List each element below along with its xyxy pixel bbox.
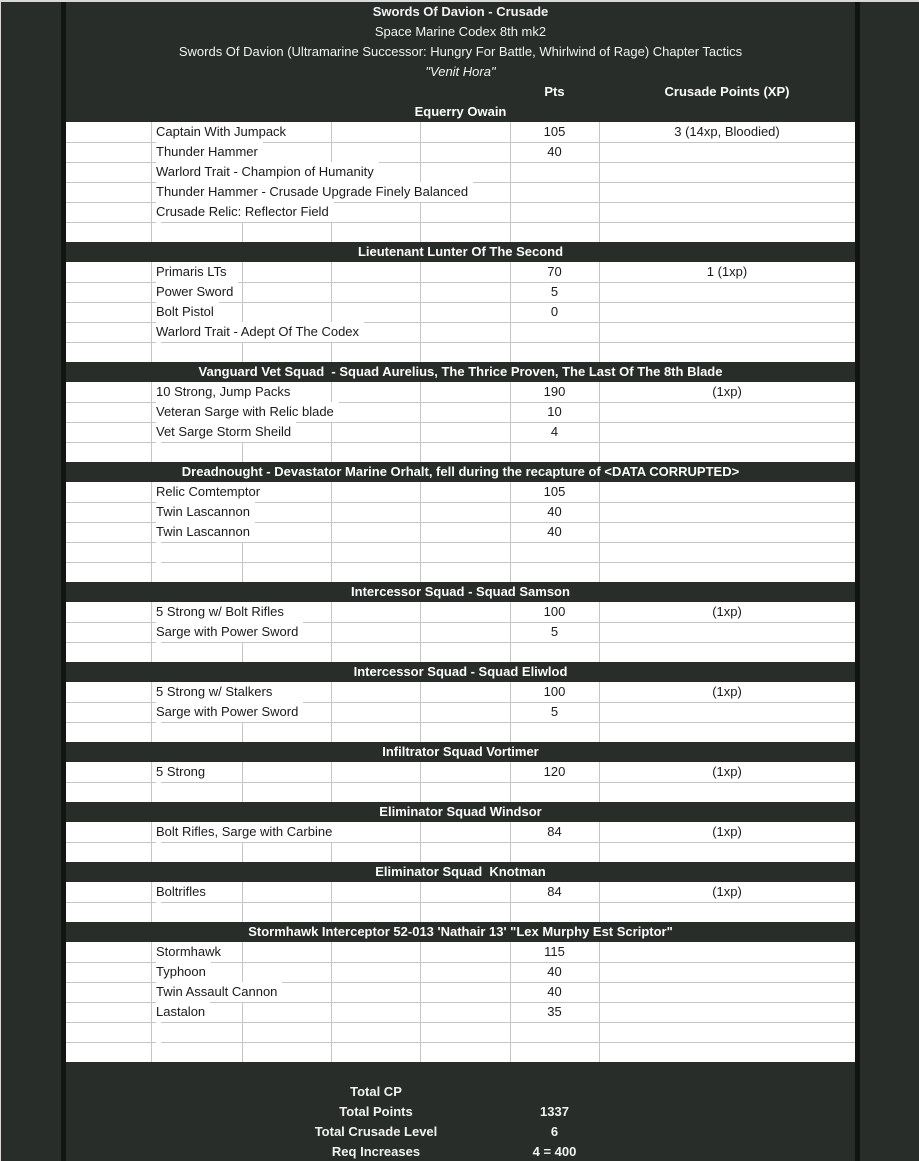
points-cell[interactable]	[510, 1022, 599, 1042]
table-row[interactable]	[66, 202, 855, 222]
points-cell[interactable]: 40	[547, 144, 562, 159]
table-row[interactable]	[66, 562, 855, 582]
crusade-points-cell[interactable]	[599, 482, 855, 502]
section-header: Eliminator Squad Knotman	[375, 864, 546, 879]
unit-label-cell[interactable]: Lastalon	[156, 1002, 210, 1022]
points-cell[interactable]	[510, 1042, 599, 1062]
table-row[interactable]	[66, 222, 855, 242]
crusade-points-cell[interactable]: (1xp)	[712, 684, 742, 699]
roster-codex-subtitle: Space Marine Codex 8th mk2	[374, 24, 547, 39]
totals-block	[66, 1082, 855, 1161]
total-row	[66, 1082, 855, 1102]
crusade-points-cell[interactable]	[599, 182, 855, 202]
column-header-row	[66, 82, 855, 102]
roster-sections	[66, 102, 855, 1062]
unit-label-cell[interactable]: Primaris LTs	[156, 262, 232, 282]
crusade-points-cell[interactable]	[599, 1022, 855, 1042]
points-cell[interactable]: 190	[543, 384, 566, 399]
unit-label-cell[interactable]: 10 Strong, Jump Packs	[156, 382, 295, 402]
section-header: Intercessor Squad - Squad Eliwlod	[353, 664, 568, 679]
crusade-points-cell[interactable]	[599, 142, 855, 162]
points-cell[interactable]	[510, 162, 599, 182]
section-header: Intercessor Squad - Squad Samson	[351, 584, 570, 599]
crusade-points-cell[interactable]	[599, 522, 855, 542]
crusade-points-cell[interactable]	[599, 782, 855, 802]
crusade-points-cell[interactable]	[599, 502, 855, 522]
crusade-points-cell[interactable]	[599, 982, 855, 1002]
unit-label-cell[interactable]: Relic Comtemptor	[156, 482, 265, 502]
table-row[interactable]	[66, 822, 855, 842]
xp-column-header: Crusade Points (XP)	[664, 84, 790, 99]
points-cell[interactable]	[510, 442, 599, 462]
table-row[interactable]	[66, 642, 855, 662]
table-row[interactable]	[66, 1002, 855, 1022]
table-row[interactable]	[66, 1022, 855, 1042]
points-cell[interactable]	[510, 202, 599, 222]
points-cell[interactable]: 115	[544, 944, 565, 959]
roster-chapter-tactics: Swords Of Davion (Ultramarine Successor: Hungry For Battle, Whirlwind of Rage) Chapter Tactics	[178, 44, 743, 59]
unit-label-cell[interactable]: Warlord Trait - Adept Of The Codex	[156, 322, 364, 342]
points-cell[interactable]: 40	[547, 984, 562, 999]
points-cell[interactable]: 120	[543, 764, 566, 779]
points-cell[interactable]: 100	[543, 604, 566, 619]
table-row[interactable]	[66, 602, 855, 622]
points-cell[interactable]	[510, 562, 599, 582]
crusade-points-cell[interactable]	[599, 282, 855, 302]
table-row[interactable]	[66, 302, 855, 322]
points-cell[interactable]	[510, 842, 599, 862]
unit-label-cell[interactable]: 5 Strong w/ Bolt Rifles	[156, 602, 289, 622]
crusade-points-cell[interactable]	[599, 1002, 855, 1022]
unit-label-cell[interactable]: Twin Assault Cannon	[156, 982, 282, 1002]
table-row[interactable]	[66, 382, 855, 402]
crusade-points-cell[interactable]: (1xp)	[712, 384, 742, 399]
table-row[interactable]	[66, 182, 855, 202]
table-row[interactable]	[66, 522, 855, 542]
unit-label-cell[interactable]	[156, 562, 161, 582]
roster-motto: "Venit Hora"	[425, 64, 496, 79]
crusade-points-cell[interactable]	[599, 402, 855, 422]
unit-label-cell[interactable]	[156, 1042, 161, 1062]
unit-label-cell[interactable]: Power Sword	[156, 282, 238, 302]
points-cell[interactable]	[510, 542, 599, 562]
crusade-points-cell[interactable]	[599, 422, 855, 442]
table-row[interactable]	[66, 502, 855, 522]
unit-label-cell[interactable]	[156, 902, 161, 922]
unit-label-cell[interactable]	[156, 342, 161, 362]
points-cell[interactable]: 40	[547, 524, 562, 539]
total-row	[66, 1102, 855, 1122]
points-cell[interactable]: 5	[550, 624, 559, 639]
unit-label-cell[interactable]: Thunder Hammer	[156, 142, 263, 162]
section-header: Eliminator Squad Windsor	[379, 804, 542, 819]
points-cell[interactable]: 40	[547, 964, 562, 979]
total-label: Req Increases	[331, 1144, 421, 1159]
points-cell[interactable]: 0	[550, 304, 559, 319]
table-row[interactable]	[66, 482, 855, 502]
crusade-points-cell[interactable]	[599, 542, 855, 562]
points-cell[interactable]: 105	[543, 484, 566, 499]
unit-label-cell[interactable]: Twin Lascannon	[156, 502, 255, 522]
unit-label-cell[interactable]: Boltrifles	[156, 882, 211, 902]
spacer-row	[66, 1062, 855, 1082]
table-row[interactable]	[66, 322, 855, 342]
table-row[interactable]	[66, 682, 855, 702]
points-cell[interactable]: 100	[543, 684, 566, 699]
table-row[interactable]	[66, 702, 855, 722]
points-cell[interactable]	[510, 342, 599, 362]
table-row[interactable]	[66, 422, 855, 442]
points-cell[interactable]	[510, 642, 599, 662]
table-row[interactable]	[66, 942, 855, 962]
table-row[interactable]	[66, 142, 855, 162]
crusade-points-cell[interactable]: (1xp)	[712, 824, 742, 839]
unit-label-cell[interactable]: Crusade Relic: Reflector Field	[156, 202, 334, 222]
section-header: Vanguard Vet Squad - Squad Aurelius, The Thrice Proven, The Last Of The 8th Blade	[198, 364, 723, 379]
unit-label-cell[interactable]	[156, 842, 161, 862]
unit-label-cell[interactable]: Thunder Hammer - Crusade Upgrade Finely Balanced	[156, 182, 473, 202]
crusade-points-cell[interactable]	[599, 302, 855, 322]
crusade-points-cell[interactable]	[599, 1042, 855, 1062]
unit-label-cell[interactable]	[156, 442, 161, 462]
unit-label-cell[interactable]	[156, 1022, 161, 1042]
crusade-points-cell[interactable]: (1xp)	[712, 604, 742, 619]
unit-label-cell[interactable]: 5 Strong	[156, 762, 210, 782]
unit-label-cell[interactable]: Stormhawk	[156, 942, 226, 962]
unit-label-cell[interactable]: Vet Sarge Storm Sheild	[156, 422, 296, 442]
table-row[interactable]	[66, 542, 855, 562]
unit-label-cell[interactable]	[156, 642, 161, 662]
unit-label-cell[interactable]: Twin Lascannon	[156, 522, 255, 542]
points-cell[interactable]: 5	[550, 704, 559, 719]
crusade-points-cell[interactable]	[599, 842, 855, 862]
unit-label-cell[interactable]: Veteran Sarge with Relic blade	[156, 402, 339, 422]
unit-label-cell[interactable]	[156, 222, 161, 242]
crusade-points-cell[interactable]	[599, 442, 855, 462]
section-header: Stormhawk Interceptor 52-013 'Nathair 13' "Lex Murphy Est Scriptor"	[248, 924, 673, 939]
section-header: Infiltrator Squad Vortimer	[382, 744, 539, 759]
crusade-points-cell[interactable]	[599, 322, 855, 342]
section-header: Lieutenant Lunter Of The Second	[357, 244, 564, 259]
total-row	[66, 1142, 855, 1161]
points-cell[interactable]	[510, 182, 599, 202]
points-cell[interactable]	[510, 782, 599, 802]
points-cell[interactable]: 70	[547, 264, 562, 279]
unit-label-cell[interactable]: Captain With Jumpack	[156, 122, 291, 142]
table-row[interactable]	[66, 842, 855, 862]
table-row[interactable]	[66, 262, 855, 282]
unit-label-cell[interactable]: Sarge with Power Sword	[156, 622, 303, 642]
crusade-points-cell[interactable]	[599, 942, 855, 962]
unit-label-cell[interactable]: Typhoon	[156, 962, 211, 982]
points-cell[interactable]: 40	[547, 504, 562, 519]
points-cell[interactable]	[510, 222, 599, 242]
table-row[interactable]	[66, 402, 855, 422]
total-value: 1337	[540, 1104, 569, 1119]
table-row[interactable]	[66, 162, 855, 182]
points-cell[interactable]: 105	[543, 124, 566, 139]
points-cell[interactable]: 84	[547, 824, 562, 839]
crusade-points-cell[interactable]	[599, 202, 855, 222]
crusade-points-cell[interactable]	[599, 722, 855, 742]
total-value: 6	[550, 1124, 559, 1139]
crusade-points-cell[interactable]	[599, 162, 855, 182]
crusade-points-cell[interactable]	[599, 622, 855, 642]
section-header: Equerry Owain	[414, 104, 507, 119]
points-cell[interactable]	[510, 902, 599, 922]
crusade-points-cell[interactable]	[599, 702, 855, 722]
section-header: Dreadnought - Devastator Marine Orhalt, fell during the recapture of <DATA CORRUPTED>	[181, 464, 740, 479]
points-cell[interactable]: 4	[550, 424, 559, 439]
table-row[interactable]	[66, 1042, 855, 1062]
total-label: Total Points	[339, 1104, 413, 1119]
table-row[interactable]	[66, 282, 855, 302]
table-row[interactable]	[66, 882, 855, 902]
table-row[interactable]	[66, 982, 855, 1002]
total-value: 4 = 400	[532, 1144, 577, 1159]
unit-label-cell[interactable]	[156, 722, 161, 742]
table-row[interactable]	[66, 622, 855, 642]
unit-label-cell[interactable]	[156, 542, 161, 562]
crusade-points-cell[interactable]: 1 (1xp)	[706, 264, 748, 279]
crusade-points-cell[interactable]	[599, 642, 855, 662]
crusade-points-cell[interactable]	[599, 222, 855, 242]
points-cell[interactable]: 35	[547, 1004, 562, 1019]
pts-column-header: Pts	[544, 84, 565, 99]
points-cell[interactable]: 84	[547, 884, 562, 899]
table-row[interactable]	[66, 722, 855, 742]
crusade-points-cell[interactable]	[599, 562, 855, 582]
table-row[interactable]	[66, 962, 855, 982]
table-row[interactable]	[66, 782, 855, 802]
unit-label-cell[interactable]: Warlord Trait - Champion of Humanity	[156, 162, 379, 182]
total-label: Total CP	[350, 1084, 402, 1099]
crusade-points-cell[interactable]: (1xp)	[712, 764, 742, 779]
crusade-roster-sheet	[61, 2, 860, 1161]
roster-title: Swords Of Davion - Crusade	[372, 4, 549, 19]
table-row[interactable]	[66, 762, 855, 782]
total-row	[66, 1122, 855, 1142]
unit-label-cell[interactable]: 5 Strong w/ Stalkers	[156, 682, 277, 702]
crusade-points-cell[interactable]	[599, 902, 855, 922]
unit-label-cell[interactable]: Bolt Rifles, Sarge with Carbine	[156, 822, 337, 842]
unit-label-cell[interactable]: Bolt Pistol	[156, 302, 219, 322]
points-cell[interactable]: 10	[547, 404, 562, 419]
table-row[interactable]	[66, 122, 855, 142]
points-cell[interactable]	[510, 722, 599, 742]
unit-label-cell[interactable]: Sarge with Power Sword	[156, 702, 303, 722]
total-label: Total Crusade Level	[314, 1124, 438, 1139]
table-row[interactable]	[66, 342, 855, 362]
crusade-points-cell[interactable]	[599, 342, 855, 362]
points-cell[interactable]	[510, 322, 599, 342]
points-cell[interactable]: 5	[550, 284, 559, 299]
crusade-points-cell[interactable]	[599, 962, 855, 982]
crusade-points-cell[interactable]: 3 (14xp, Bloodied)	[674, 124, 780, 139]
crusade-points-cell[interactable]: (1xp)	[712, 884, 742, 899]
table-row[interactable]	[66, 902, 855, 922]
unit-label-cell[interactable]	[156, 782, 161, 802]
table-row[interactable]	[66, 442, 855, 462]
